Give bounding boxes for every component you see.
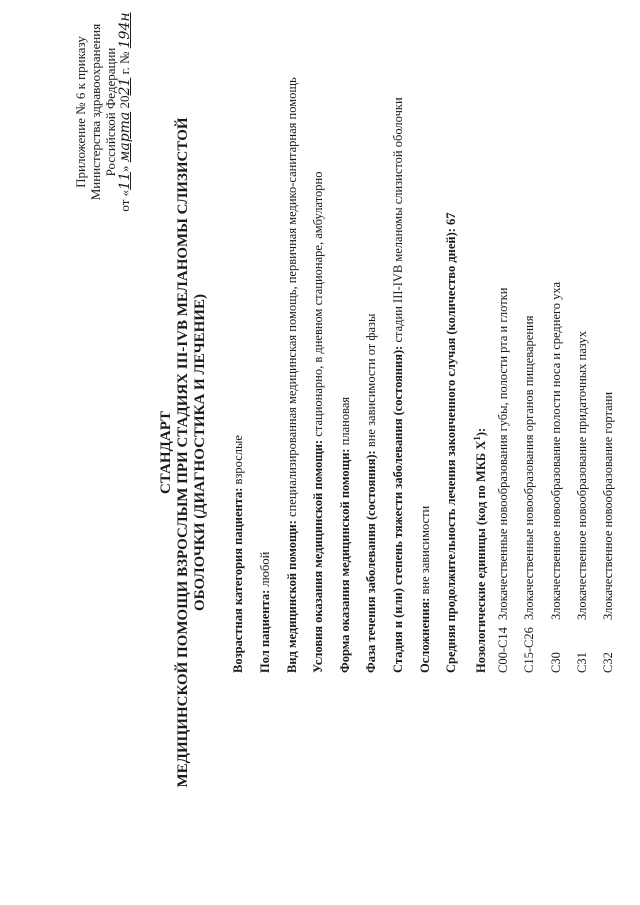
nosology-code: C15-C26	[522, 627, 536, 673]
nosology-description: Злокачественное новообразование гортани	[601, 391, 615, 620]
nosology-description: Злокачественное новообразование придаточных пазух	[575, 331, 589, 620]
field-disease-phase: Фаза течения заболевания (состояния): вне зависимости от фазы	[364, 313, 378, 673]
nosology-description: Злокачественные новообразования губы, полости рта и глотки	[496, 287, 510, 620]
field-patient-sex: Пол пациента: любой	[258, 551, 272, 673]
appendix-order-line	[117, 7, 133, 217]
date-day-handwritten: 11	[117, 172, 133, 190]
field-care-type: Вид медицинской помощи: специализированная медицинская помощь, первичная медико-санитарная помощь	[285, 77, 299, 673]
field-age-category: Возрастная категория пациента: взрослые	[231, 435, 245, 673]
appendix-line-2: Министерства здравоохранения	[88, 23, 103, 201]
appendix-line-3: Российской Федерации	[103, 47, 118, 177]
date-year-prefix: 20	[117, 95, 132, 109]
nosology-code: C32	[601, 652, 615, 673]
field-complications: Осложнения: вне зависимости	[418, 505, 432, 673]
date-month-handwritten: марта	[117, 111, 133, 163]
nosology-description: Злокачественные новообразования органов пищеварения	[522, 315, 536, 620]
document-subtitle-line-2: ОБОЛОЧКИ (ДИАГНОСТИКА И ЛЕЧЕНИЕ)	[192, 294, 208, 611]
nosology-heading: Нозологические единицы (код по МКБ $X^1$):	[472, 427, 489, 673]
document-title: СТАНДАРТ	[158, 410, 174, 495]
appendix-line-1: Приложение № 6 к приказу	[73, 36, 88, 188]
nosology-code: C30	[549, 652, 563, 673]
document-subtitle-line-1: МЕДИЦИНСКОЙ ПОМОЩИ ВЗРОСЛЫМ ПРИ СТАДИЯХ III-IVB МЕЛАНОМЫ СЛИЗИСТОЙ	[175, 117, 191, 788]
order-number-handwritten: 194н	[117, 12, 133, 49]
date-suffix: г. №	[117, 51, 132, 75]
nosology-description: Злокачественное новообразование полости носа и среднего уха	[549, 281, 563, 620]
date-prefix: от «	[117, 189, 132, 212]
nosology-code: C00-C14	[496, 627, 510, 673]
field-disease-stage: Стадия и (или) степень тяжести заболевания (состояния): стадии III-IVB меланомы слизистой оболочки	[391, 97, 405, 673]
field-treatment-duration: Средняя продолжительность лечения законченного случая (количество дней): 67	[444, 212, 458, 673]
field-care-form: Форма оказания медицинской помощи: плановая	[338, 396, 352, 673]
date-mid: »	[117, 165, 132, 173]
date-year-handwritten: 21	[117, 77, 133, 96]
nosology-code: C31	[575, 652, 589, 673]
field-care-conditions: Условия оказания медицинской помощи: стационарно, в дневном стационаре, амбулаторно	[311, 171, 325, 673]
